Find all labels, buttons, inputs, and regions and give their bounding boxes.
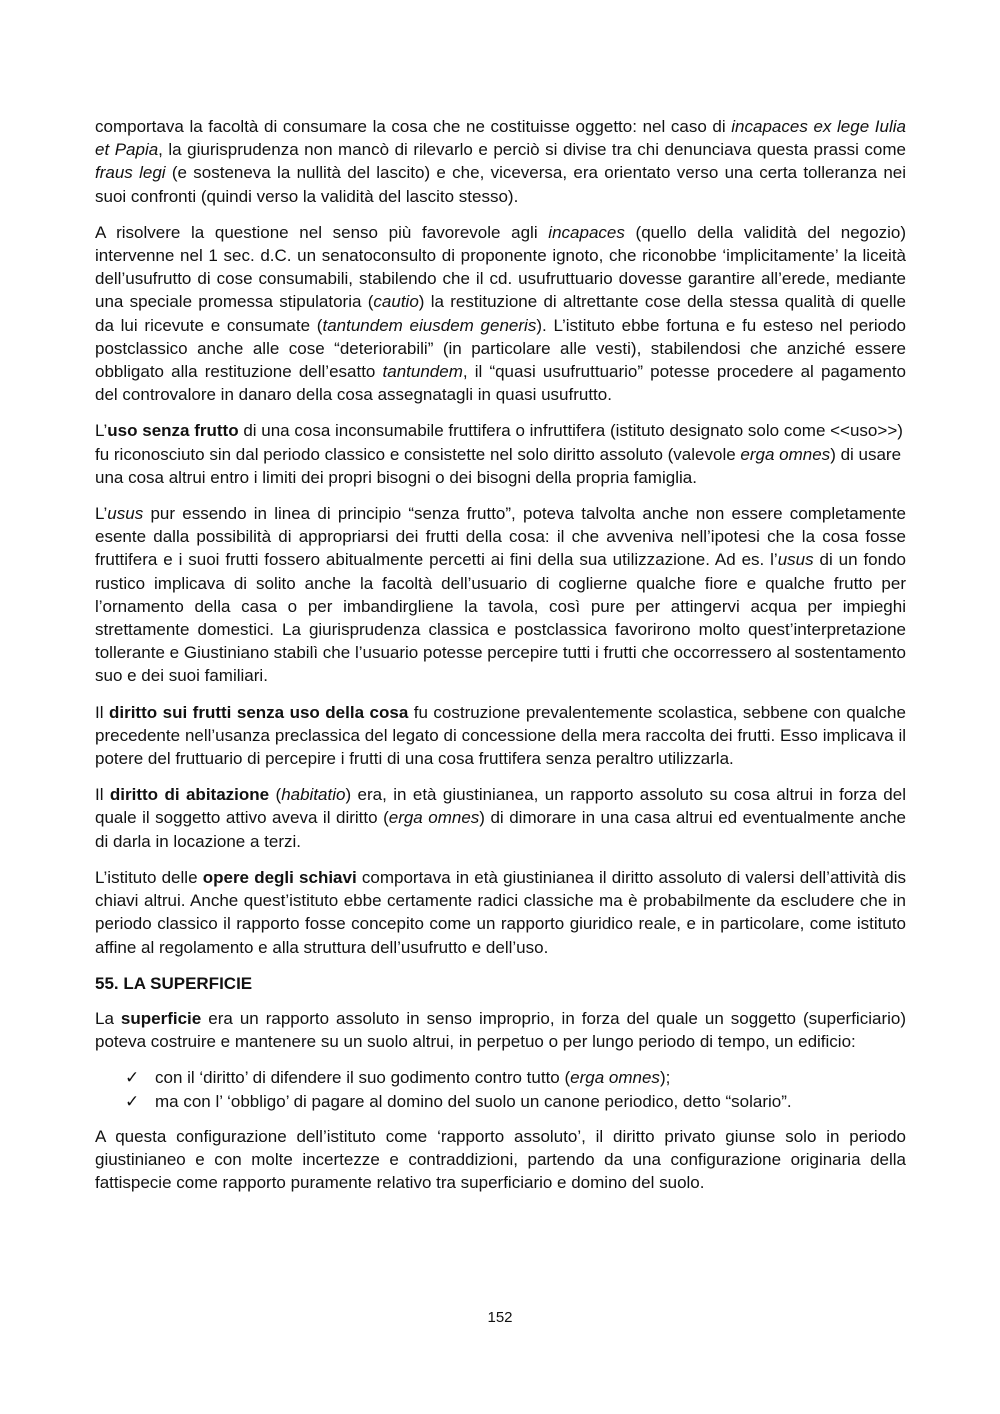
text: ); <box>659 1068 671 1088</box>
text: ) di usare una cosa altrui entro i limiti dei propri bisogni o dei bisogni della propria famiglia. <box>95 444 902 487</box>
text: Il <box>95 702 109 722</box>
section-heading: 55. LA SUPERFICIE <box>95 973 253 993</box>
text: di un fondo rustico implicava di solito anche la facoltà dell’usuario di coglierne qualche fiore e qualche frutto per l’ornamento della casa o per imbandirgliene la tavola, così pure per attingervi acqua per impieghi strettamente domestici. La giurisprudenza classica e postclassica favorirono molto quest’interpretazione tollerante e Giustiniano stabilì che l’usuario potesse percepire tutti i frutti che occorressero al sostentamento suo e dei suoi familiari. <box>95 550 906 686</box>
text: comportava la facoltà di consumare la cosa che ne costituisse oggetto: nel caso di <box>95 117 732 136</box>
paragraph-1 <box>95 115 906 208</box>
paragraph-7 <box>95 866 906 959</box>
italic-term: erga omnes <box>740 444 831 464</box>
text: , il “quasi usufruttuario” potesse procedere al pagamento del controvalore in danaro della cosa assegnatagli in quasi usufrutto. <box>95 362 907 405</box>
text: con il ‘diritto’ di difendere il suo godimento contro tutto ( <box>155 1068 571 1088</box>
text: ( <box>269 785 282 805</box>
bold-term: opere degli schiavi <box>202 867 357 887</box>
text: ma con l’ ‘obbligo’ di pagare al domino del suolo un canone periodico, detto “solario”. <box>155 1091 792 1111</box>
italic-term: usus <box>107 504 144 524</box>
bold-term: uso senza frutto <box>107 421 239 441</box>
text: fu costruzione prevalentemente scolastica, sebbene con qualche precedente nell’usanza preclassica del legato di concessione della mera raccolta dei frutti. Esso implicava il potere del fruttuario di percepire i frutti di una cosa fruttifera senza peraltro utilizzarla. <box>95 702 906 769</box>
checkmark-icon: ✓ <box>125 1091 140 1111</box>
text: A risolvere la questione nel senso più favorevole agli <box>95 222 549 242</box>
italic-term: usus <box>777 550 814 570</box>
bold-term: superficie <box>120 1008 202 1028</box>
italic-term: erga omnes <box>388 808 480 828</box>
paragraph-9 <box>95 1125 906 1195</box>
text: ) era, in età giustinianea, un rapporto assoluto su cosa altrui in forza del quale il soggetto attivo aveva il diritto ( <box>95 785 906 828</box>
text: L’ <box>95 504 108 524</box>
italic-term: tantundem <box>382 362 463 382</box>
text: era un rapporto assoluto in senso improprio, in forza del quale un soggetto (superficiario) poteva costruire e mantenere su un suolo altrui, in perpetuo o per lungo periodo di tempo, un edificio: <box>95 1008 906 1052</box>
text: Il <box>95 785 110 805</box>
checklist <box>95 1066 906 1112</box>
paragraph-5 <box>95 701 906 771</box>
text: pur essendo in linea di principio “senza frutto”, poteva talvolta anche non essere completamente esente dalla possibilità di appropriarsi dei frutti della cosa: il che avveniva nell’ipotesi che la cosa fosse fruttifera e i suoi frutti fossero abitualmente percetti ai fini della sua utilizzazione. Ad es. l’ <box>95 504 906 570</box>
text: L’ <box>95 421 108 441</box>
text: L’istituto delle <box>95 867 203 887</box>
italic-term: erga omnes <box>570 1068 660 1088</box>
paragraph-2 <box>95 221 906 407</box>
italic-term: fraus legi <box>95 163 166 183</box>
bold-term: diritto di abitazione <box>109 785 270 805</box>
italic-term: habitatio <box>281 785 346 805</box>
text: ) di dimorare in una casa altrui ed eventualmente anche di darla in locazione a terzi. <box>95 808 906 851</box>
text: , la giurisprudenza non mancò di rilevarlo e perciò si divise tra chi denunciava questa prassi come <box>158 140 906 160</box>
text: A questa configurazione dell’istituto come ‘rapporto assoluto’, il diritto privato giunse solo in periodo giustinianeo e con molte incertezze e contraddizioni, partendo da una configurazione originaria della fattispecie come rapporto puramente relativo tra superficiario e domino del suolo. <box>95 1126 906 1193</box>
italic-term: incapaces <box>548 222 625 242</box>
text: (e sosteneva la nullità del lascito) e che, viceversa, era orientato verso una certa tolleranza nei suoi confronti (quindi verso la validità del lascito stesso). <box>95 163 907 206</box>
text: comportava in età giustinianea il diritto assoluto di valersi dell’attività dis chiavi altrui. Anche quest’istituto ebbe certamente radici classiche ma è probabilmente da escludere che in periodo classico il rapporto fosse concepito come un rapporto giuridico reale, e in particolare, come istituto affine al regolamento e alla struttura dell’usufrutto e dell’uso. <box>95 867 907 957</box>
list-item <box>125 1090 906 1113</box>
bold-term: diritto sui frutti senza uso della cosa <box>108 702 409 722</box>
italic-term: incapaces ex lege Iulia et Papia <box>95 117 906 160</box>
text: La <box>95 1008 121 1028</box>
list-item <box>125 1066 906 1089</box>
italic-term: tantundem eiusdem generis <box>322 315 537 335</box>
text: ). L’istituto ebbe fortuna e fu esteso nel periodo postclassico anche alle cose “deteriorabili” (in particolare alle vesti), stabilendosi che anziché essere obbligato alla restituzione dell’esatto <box>95 315 906 382</box>
paragraph-8 <box>95 1007 906 1053</box>
text: (quello della validità del negozio) intervenne nel 1 sec. d.C. un senatoconsulto di proponente ignoto, che riconobbe ‘implicitamente’ la liceità dell’usufrutto di cose consumabili, stabilendo che il cd. usufruttuario dovesse garantire all’erede, mediante una speciale promessa stipulatoria ( <box>95 222 906 312</box>
checkmark-icon: ✓ <box>125 1068 140 1088</box>
text: ) la restituzione di altrettante cose della stessa qualità di quelle da lui ricevute e consumate ( <box>95 292 906 335</box>
paragraph-3 <box>95 419 906 489</box>
paragraph-4 <box>95 502 906 688</box>
page-number: 152 <box>487 1309 513 1326</box>
paragraph-6 <box>95 783 906 853</box>
italic-term: cautio <box>373 292 419 312</box>
text: di una cosa inconsumabile fruttifera o infruttifera (istituto designato solo come <<uso>>) fu riconosciuto sin dal periodo classico e consistette nel solo diritto assoluto (valevole <box>95 421 903 464</box>
